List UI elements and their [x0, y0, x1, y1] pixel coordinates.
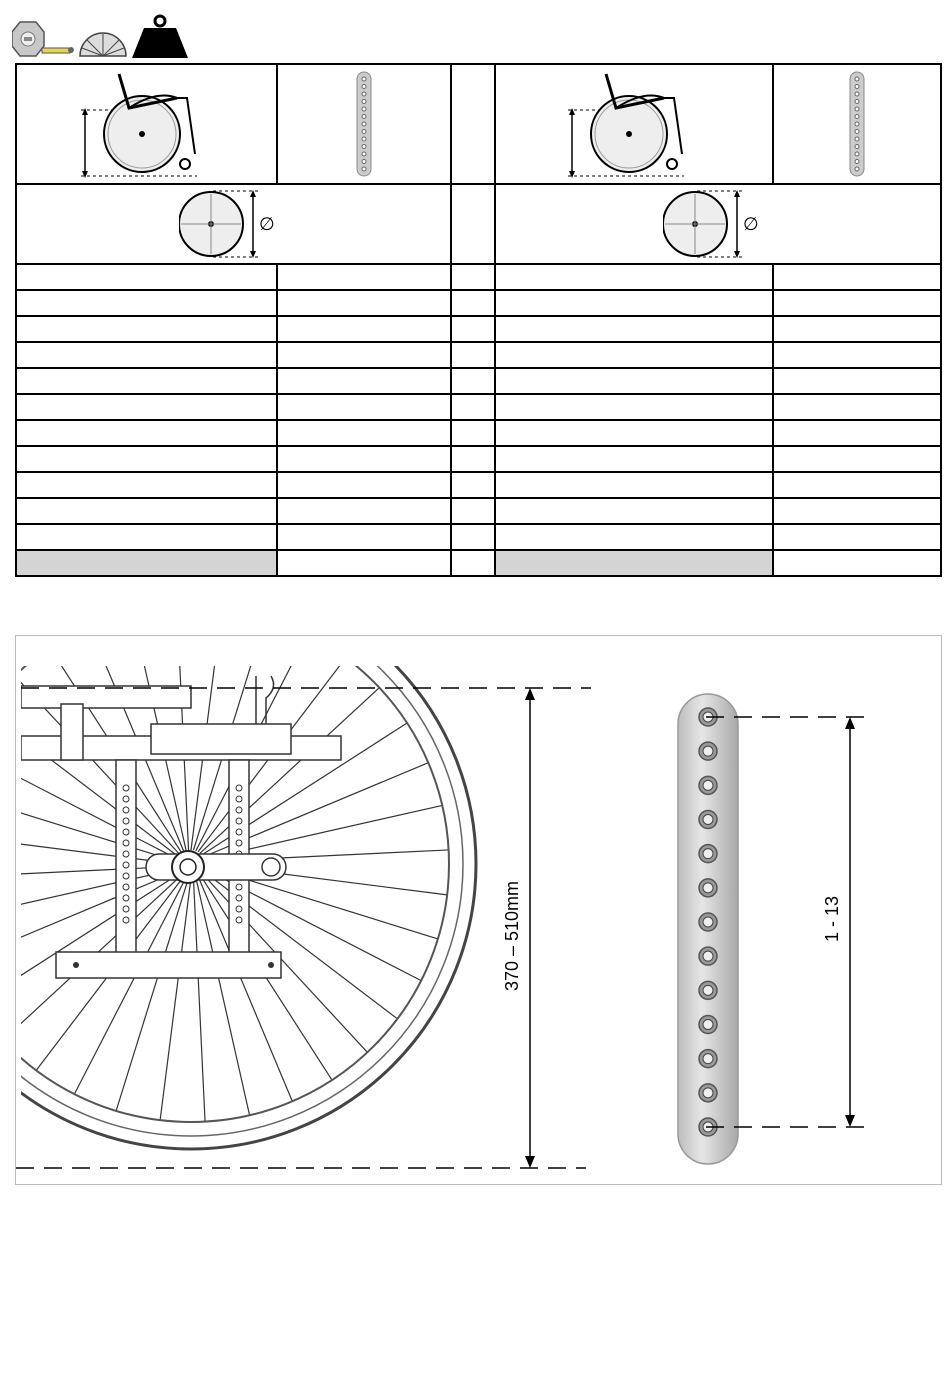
mount-plate-hole — [123, 884, 129, 890]
mini-hole — [362, 122, 366, 126]
mini-hole — [855, 115, 859, 119]
plate-hole — [699, 1084, 717, 1102]
table-cell — [773, 446, 941, 472]
mount-plate-hole — [123, 818, 129, 824]
mini-hole — [855, 152, 859, 156]
table-cell — [277, 498, 451, 524]
table-cell — [16, 550, 277, 576]
mini-hole — [855, 107, 859, 111]
table-cell — [277, 472, 451, 498]
table-cell — [495, 264, 773, 290]
hole-plate-icon-cell-left — [277, 64, 451, 184]
wheel-diameter-cell-left — [16, 184, 451, 264]
table-cell — [773, 524, 941, 550]
mount-plate-hole — [123, 829, 129, 835]
specification-table — [15, 63, 942, 577]
hole-range-label: 1 - 13 — [822, 895, 842, 943]
mount-plate-hole — [236, 829, 242, 835]
seat-height-diagram-cell-left — [16, 64, 277, 184]
plate-hole — [699, 742, 717, 760]
table-row — [16, 446, 941, 472]
table-row — [16, 290, 941, 316]
mount-plate-hole — [236, 895, 242, 901]
table-cell — [773, 368, 941, 394]
hole-plate-icon-cell-right — [773, 64, 941, 184]
table-cell — [495, 368, 773, 394]
table-cell — [773, 316, 941, 342]
table-cell — [16, 316, 277, 342]
mini-hole — [855, 122, 859, 126]
wheel-diameter-icon — [663, 188, 773, 260]
table-cell — [16, 368, 277, 394]
table-cell — [277, 420, 451, 446]
table-cell — [277, 446, 451, 472]
mini-hole — [362, 137, 366, 141]
table-cell — [495, 342, 773, 368]
plate-hole — [699, 879, 717, 897]
mini-hole — [362, 160, 366, 164]
mini-hole — [855, 160, 859, 164]
mount-plate-hole — [236, 818, 242, 824]
mount-plate-hole — [123, 785, 129, 791]
mount-plate-hole — [236, 807, 242, 813]
mount-plate-hole — [123, 895, 129, 901]
tools-measure-icon — [12, 18, 76, 58]
table-cell — [277, 550, 451, 576]
spacer-cell — [451, 184, 495, 264]
table-row — [16, 550, 941, 576]
plate-hole — [699, 1050, 717, 1068]
table-cell — [495, 446, 773, 472]
mount-plate-hole — [123, 917, 129, 923]
mount-plate-hole — [123, 906, 129, 912]
header-icons — [12, 12, 192, 60]
plate-hole — [699, 1016, 717, 1034]
table-cell — [277, 290, 451, 316]
plate-hole — [699, 947, 717, 965]
mini-hole — [855, 137, 859, 141]
mini-hole — [362, 107, 366, 111]
seat-height-diagram-cell-right — [495, 64, 773, 184]
table-cell — [451, 342, 495, 368]
height-range-label: 370 – 510mm — [502, 880, 522, 992]
wheel-diameter-cell-right — [495, 184, 941, 264]
table-cell — [277, 316, 451, 342]
mount-plate-hole — [236, 884, 242, 890]
mount-plate-hole — [236, 917, 242, 923]
mount-plate-hole — [123, 873, 129, 879]
table-cell — [495, 498, 773, 524]
mount-plate-hole — [236, 796, 242, 802]
table-cell — [451, 316, 495, 342]
table-row — [16, 420, 941, 446]
mini-hole — [855, 100, 859, 104]
table-cell — [451, 264, 495, 290]
table-cell — [773, 342, 941, 368]
table-cell — [451, 472, 495, 498]
table-cell — [277, 368, 451, 394]
mini-hole — [855, 145, 859, 149]
table-cell — [451, 524, 495, 550]
mount-plate-hole — [236, 840, 242, 846]
table-cell — [495, 316, 773, 342]
table-cell — [773, 264, 941, 290]
plate-hole — [699, 845, 717, 863]
table-cell — [773, 498, 941, 524]
table-cell — [16, 524, 277, 550]
wheel-mount-figure — [15, 635, 942, 1185]
mini-hole — [855, 85, 859, 89]
mini-hole — [362, 167, 366, 171]
plate-hole — [699, 811, 717, 829]
mini-hole — [855, 92, 859, 96]
table-row — [16, 316, 941, 342]
mount-plate-hole — [123, 840, 129, 846]
table-row — [16, 342, 941, 368]
table-cell — [773, 420, 941, 446]
mount-plate-hole — [236, 906, 242, 912]
mount-plate-hole — [123, 796, 129, 802]
table-wheel-diameter-row — [16, 184, 941, 264]
wheel-spoke — [16, 871, 179, 965]
table-cell — [451, 446, 495, 472]
table-row — [16, 472, 941, 498]
table-cell — [16, 446, 277, 472]
wheel-diameter-icon — [179, 188, 289, 260]
table-cell — [451, 498, 495, 524]
table-cell — [16, 420, 277, 446]
plate-hole — [699, 776, 717, 794]
table-cell — [773, 290, 941, 316]
table-cell — [16, 290, 277, 316]
mini-hole — [855, 130, 859, 134]
hole-plate-icon — [354, 70, 374, 178]
mount-plate-hole — [123, 862, 129, 868]
mini-hole — [362, 92, 366, 96]
hole-plate-icon — [847, 70, 867, 178]
table-cell — [773, 472, 941, 498]
table-data-rows — [16, 264, 941, 576]
table-cell — [495, 394, 773, 420]
table-cell — [495, 290, 773, 316]
diameter-symbol: ∅ — [743, 214, 759, 234]
table-cell — [451, 368, 495, 394]
table-cell — [16, 342, 277, 368]
table-row — [16, 394, 941, 420]
wheelchair-seat-height-icon — [77, 68, 217, 180]
mini-hole — [362, 145, 366, 149]
table-cell — [495, 420, 773, 446]
mini-hole — [855, 77, 859, 81]
mini-hole — [362, 85, 366, 89]
table-cell — [16, 394, 277, 420]
table-cell — [277, 524, 451, 550]
mini-hole — [855, 167, 859, 171]
table-row — [16, 498, 941, 524]
mini-hole — [362, 130, 366, 134]
table-cell — [495, 550, 773, 576]
table-cell — [451, 394, 495, 420]
table-cell — [773, 394, 941, 420]
mini-hole — [362, 115, 366, 119]
table-row — [16, 264, 941, 290]
table-cell — [16, 498, 277, 524]
weight-icon — [130, 14, 190, 60]
table-cell — [277, 394, 451, 420]
wheel-drawing — [16, 636, 476, 1149]
table-cell — [451, 420, 495, 446]
diameter-symbol: ∅ — [258, 214, 275, 234]
table-row — [16, 524, 941, 550]
plate-hole — [699, 981, 717, 999]
table-header-image-row — [16, 64, 941, 184]
wheel-spoke — [193, 878, 205, 1122]
table-row — [16, 368, 941, 394]
plate-hole — [699, 913, 717, 931]
mini-hole — [362, 152, 366, 156]
wheel-spoke — [200, 688, 379, 854]
mount-plate-hole — [123, 807, 129, 813]
table-cell — [16, 472, 277, 498]
table-cell — [16, 264, 277, 290]
protractor-icon — [78, 28, 128, 58]
mount-plate-hole — [123, 851, 129, 857]
mini-hole — [362, 77, 366, 81]
mount-plate-hole — [236, 785, 242, 791]
wheelchair-seat-height-icon — [564, 68, 704, 180]
table-cell — [451, 290, 495, 316]
table-cell — [277, 264, 451, 290]
spacer-cell — [451, 64, 495, 184]
wheel-spoke — [160, 878, 191, 1120]
table-cell — [277, 342, 451, 368]
table-cell — [773, 550, 941, 576]
mini-hole — [362, 100, 366, 104]
wheel-mount-drawing — [16, 636, 941, 1184]
table-cell — [495, 524, 773, 550]
table-cell — [451, 550, 495, 576]
table-cell — [495, 472, 773, 498]
